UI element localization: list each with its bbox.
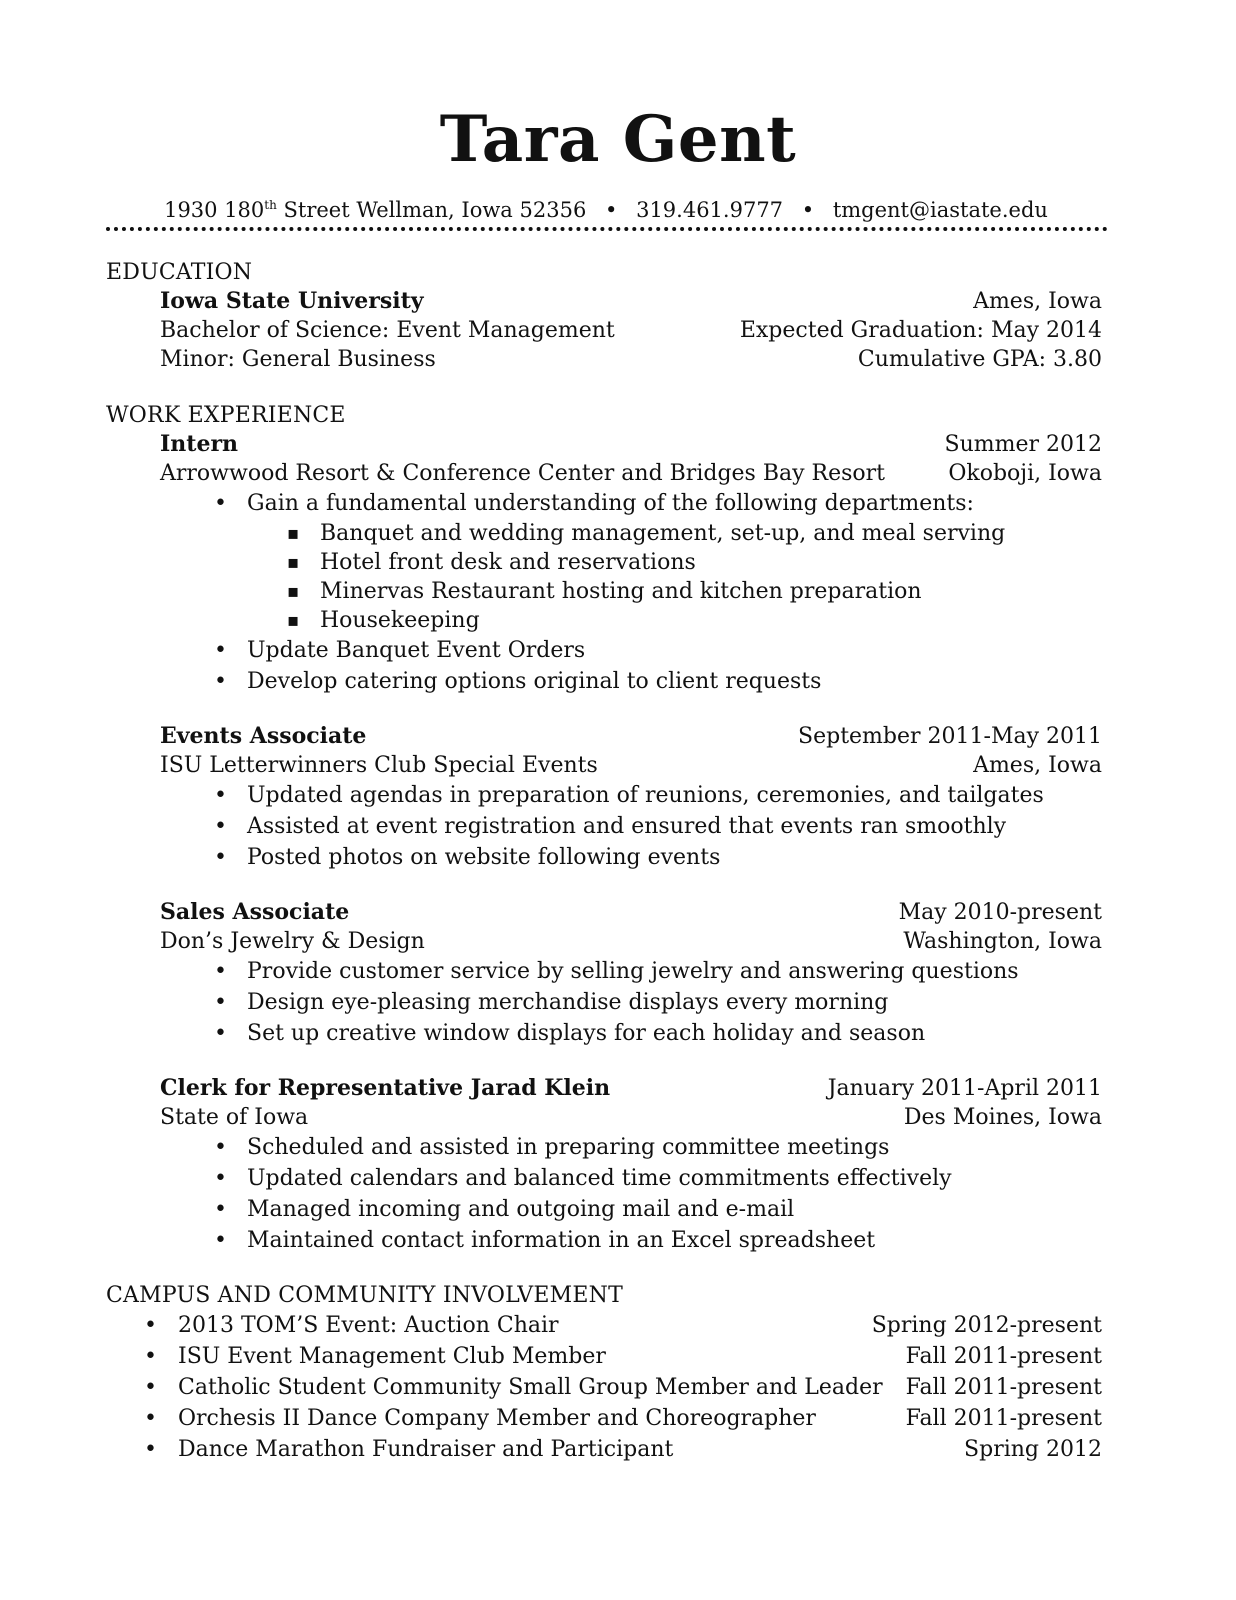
sub-list-item: ▪ Housekeeping xyxy=(106,606,1102,635)
involvement-dates: Spring 2012-present xyxy=(871,1313,1102,1338)
job-org-row xyxy=(106,459,1102,488)
job-title: Clerk for Representative Jarad Klein xyxy=(160,1075,611,1101)
education-row-minor xyxy=(106,345,1102,374)
job-dates: September 2011-May 2011 xyxy=(798,724,1102,749)
list-item: • Design eye-pleasing merchandise displays every morning xyxy=(106,987,1102,1018)
address-number: 1930 180 xyxy=(164,198,265,222)
candidate-name: Tara Gent xyxy=(439,102,797,177)
minor: Minor: General Business xyxy=(160,347,436,372)
involvement-activity: • 2013 TOM’S Event: Auction Chair xyxy=(178,1313,559,1338)
job-entry xyxy=(106,898,1102,1049)
contact-line xyxy=(0,198,1212,222)
job-entry xyxy=(106,430,1102,697)
job-organization: Arrowwood Resort & Conference Center and Bridges Bay Resort xyxy=(160,461,886,486)
dotted-divider xyxy=(106,227,1108,231)
job-organization: Don’s Jewelry & Design xyxy=(160,929,425,954)
list-item xyxy=(106,1310,1102,1341)
job-entry xyxy=(106,1074,1102,1256)
sub-list-item: ▪ Minervas Restaurant hosting and kitchen preparation xyxy=(106,577,1102,606)
job-title-row xyxy=(106,722,1102,751)
job-title: Intern xyxy=(160,431,239,457)
job-organization: State of Iowa xyxy=(160,1105,309,1130)
phone: 319.461.9777 xyxy=(636,198,784,222)
list-item xyxy=(106,1341,1102,1372)
job-title-row xyxy=(106,430,1102,459)
list-item xyxy=(106,1434,1102,1465)
involvement-activity: • Dance Marathon Fundraiser and Participant xyxy=(178,1437,674,1462)
involvement-list xyxy=(106,1310,1102,1465)
list-item: • Updated calendars and balanced time commitments effectively xyxy=(106,1163,1102,1194)
list-item: • Set up creative window displays for each holiday and season xyxy=(106,1018,1102,1049)
list-item: • Managed incoming and outgoing mail and e-mail xyxy=(106,1194,1102,1225)
job-entry xyxy=(106,722,1102,873)
job-dates: May 2010-present xyxy=(898,900,1102,925)
gpa: Cumulative GPA: 3.80 xyxy=(857,347,1102,372)
list-item xyxy=(106,1372,1102,1403)
address-superscript: th xyxy=(264,198,277,212)
job-organization: ISU Letterwinners Club Special Events xyxy=(160,753,598,778)
job-bullets xyxy=(106,488,1102,697)
job-title: Events Associate xyxy=(160,723,367,749)
involvement-dates: Spring 2012 xyxy=(964,1437,1102,1462)
job-location: Des Moines, Iowa xyxy=(903,1105,1102,1130)
education-row-degree xyxy=(106,316,1102,345)
list-item: • Provide customer service by selling jewelry and answering questions xyxy=(106,956,1102,987)
job-location: Okoboji, Iowa xyxy=(948,461,1102,486)
job-dates: January 2011-April 2011 xyxy=(827,1076,1102,1101)
separator-dot: • xyxy=(605,198,618,222)
job-org-row xyxy=(106,751,1102,780)
list-item: • Update Banquet Event Orders xyxy=(106,635,1102,666)
list-item xyxy=(106,1403,1102,1434)
list-item: • Maintained contact information in an Excel spreadsheet xyxy=(106,1225,1102,1256)
involvement-activity: • ISU Event Management Club Member xyxy=(178,1344,606,1369)
involvement-activity: • Catholic Student Community Small Group Member and Leader xyxy=(178,1375,883,1400)
section-heading-involvement: CAMPUS AND COMMUNITY INVOLVEMENT xyxy=(106,1283,623,1308)
job-location: Ames, Iowa xyxy=(973,753,1102,778)
school-name: Iowa State University xyxy=(160,288,424,314)
list-item: • Assisted at event registration and ensured that events ran smoothly xyxy=(106,811,1102,842)
job-location: Washington, Iowa xyxy=(903,929,1102,954)
separator-dot: • xyxy=(801,198,815,222)
job-org-row xyxy=(106,1103,1102,1132)
involvement-activity: • Orchesis II Dance Company Member and Choreographer xyxy=(178,1406,816,1431)
work-experience-section xyxy=(106,401,1102,1256)
job-bullets xyxy=(106,780,1102,873)
list-item: • Posted photos on website following events xyxy=(106,842,1102,873)
job-dates: Summer 2012 xyxy=(944,432,1102,457)
sub-list-item: ▪ Hotel front desk and reservations xyxy=(106,548,1102,577)
graduation-date: Expected Graduation: May 2014 xyxy=(739,318,1102,343)
involvement-dates: Fall 2011-present xyxy=(905,1375,1102,1400)
job-bullets xyxy=(106,956,1102,1049)
list-item: • Updated agendas in preparation of reunions, ceremonies, and tailgates xyxy=(106,780,1102,811)
education-row-school xyxy=(106,287,1102,316)
degree: Bachelor of Science: Event Management xyxy=(160,318,615,343)
resume-body xyxy=(106,258,1102,1465)
list-item: • Develop catering options original to client requests xyxy=(106,666,1102,697)
education-section xyxy=(106,258,1102,374)
job-title-row xyxy=(106,898,1102,927)
job-bullets xyxy=(106,1132,1102,1256)
address xyxy=(164,198,586,222)
job-title: Sales Associate xyxy=(160,899,350,925)
involvement-dates: Fall 2011-present xyxy=(905,1344,1102,1369)
job-title-row xyxy=(106,1074,1102,1103)
school-location: Ames, Iowa xyxy=(973,289,1102,314)
list-item: • Gain a fundamental understanding of the following departments: xyxy=(106,488,1102,519)
sub-list-item: ▪ Banquet and wedding management, set-up, and meal serving xyxy=(106,519,1102,548)
section-heading-work: WORK EXPERIENCE xyxy=(106,403,346,428)
job-org-row xyxy=(106,927,1102,956)
involvement-section xyxy=(106,1281,1102,1465)
email: tmgent@iastate.edu xyxy=(832,198,1048,222)
address-street: Street Wellman, Iowa 52356 xyxy=(276,198,587,222)
list-item: • Scheduled and assisted in preparing committee meetings xyxy=(106,1132,1102,1163)
involvement-dates: Fall 2011-present xyxy=(905,1406,1102,1431)
section-heading-education: EDUCATION xyxy=(106,260,253,285)
